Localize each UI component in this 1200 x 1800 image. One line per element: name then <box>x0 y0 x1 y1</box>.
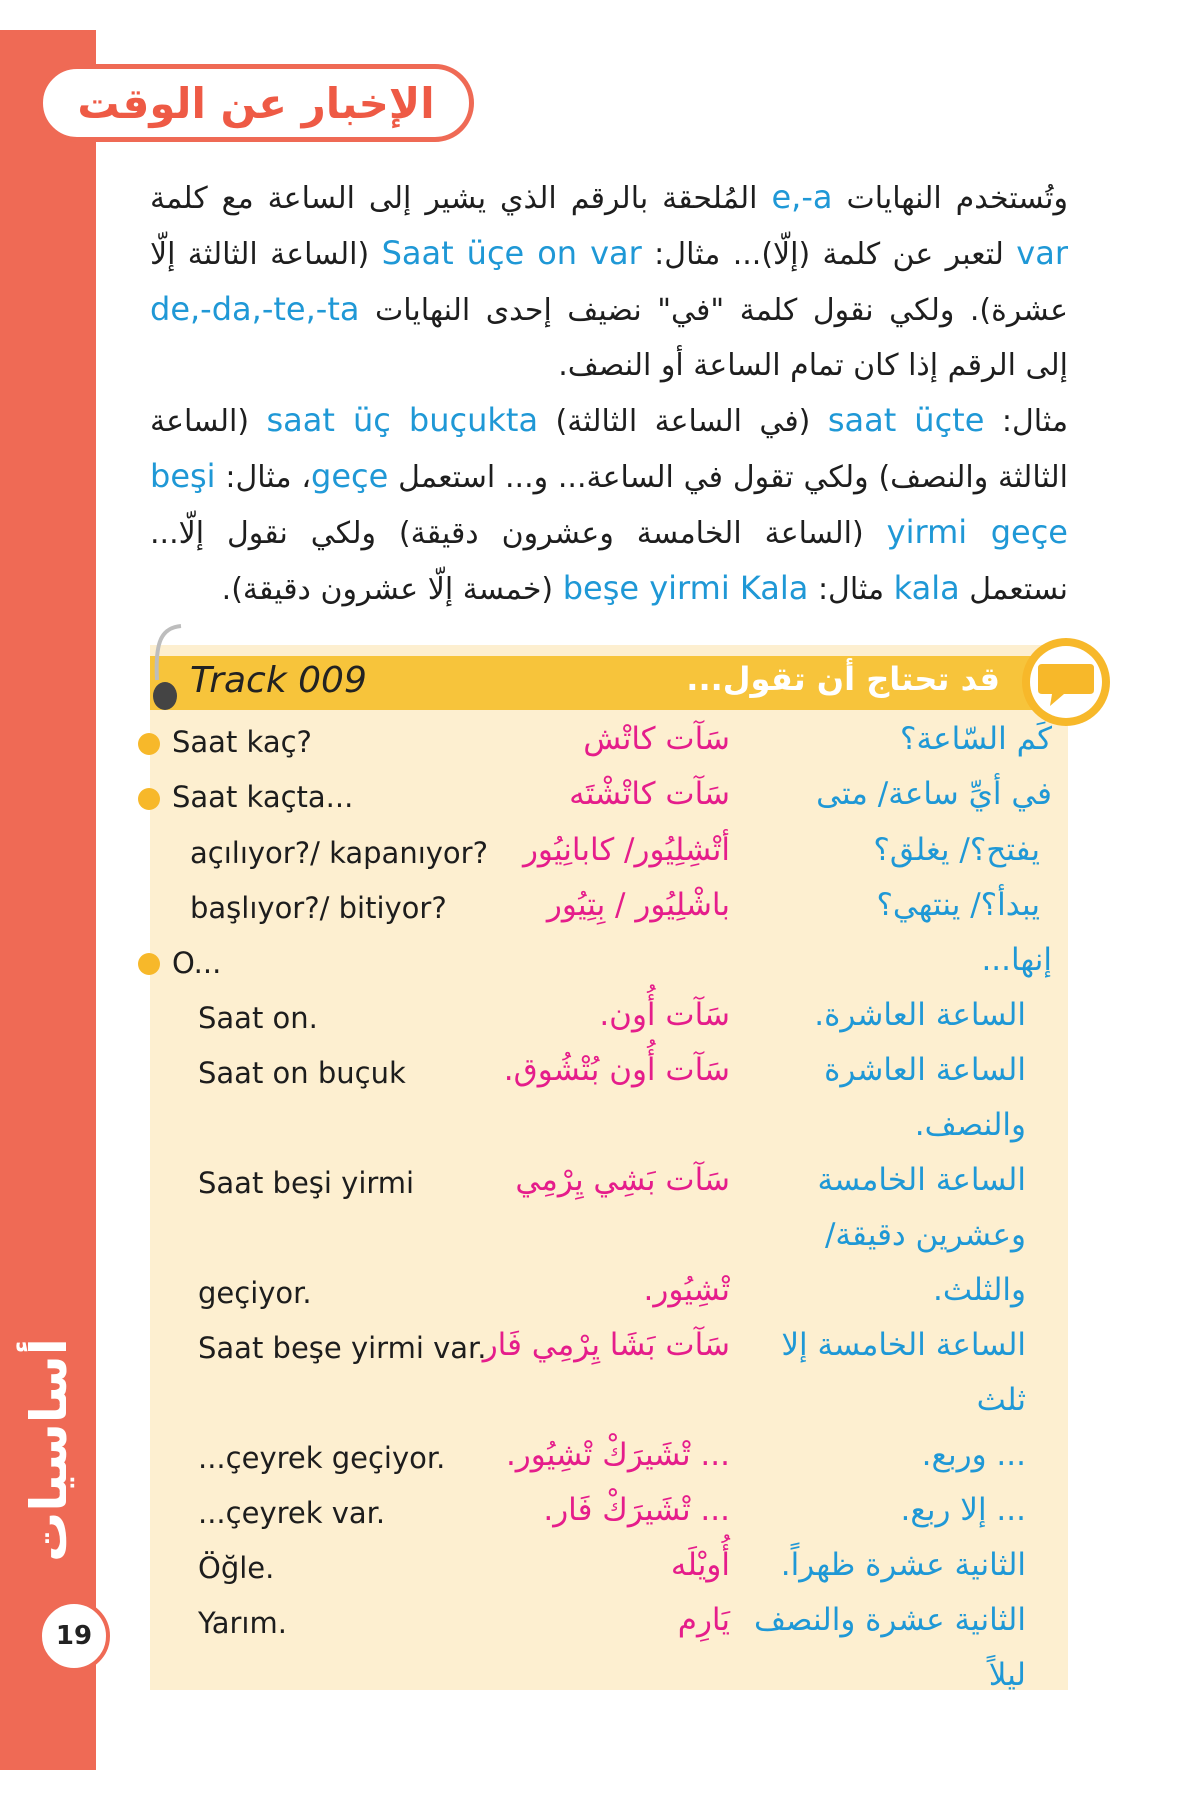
arabic-meaning: يفتح؟/ يغلق؟ <box>873 832 1040 868</box>
bullet-icon <box>138 788 160 810</box>
pronunciation: سَآت أُون. <box>599 997 730 1033</box>
turkish-phrase: başlıyor?/ bitiyor? <box>190 891 447 925</box>
pronunciation: سَآت كاتْشْتَه <box>569 776 730 812</box>
pronunciation: سَآت بَشَا يِرْمِي فَار <box>482 1327 730 1363</box>
arabic-meaning: الساعة العاشرة. <box>814 997 1026 1033</box>
turkish-phrase: Saat on buçuk <box>198 1056 406 1090</box>
phrases-heading: قد تحتاج أن تقول... <box>686 660 1000 698</box>
bullet-icon <box>138 953 160 975</box>
page-number: 19 <box>38 1600 110 1672</box>
speech-bubble-icon <box>1020 636 1112 728</box>
intro-paragraph-2: مثال: saat üçte (في الساعة الثالثة) saat üç buçukta (الساعة الثالثة والنصف) ولكي تقول في الساعة... و... استعمل geçe، مثال: beşi yirmi geçe (الساعة الخامسة وعشرون دقيقة) ولكي نقول إلّا... نستعمل kala مثال: beşe yirmi Kala (خمسة إلّا عشرون دقيقة). <box>150 401 1069 607</box>
turkish-phrase: Yarım. <box>198 1606 287 1640</box>
arabic-meaning: الثانية عشرة والنصف <box>753 1602 1026 1638</box>
turkish-phrase: ...çeyrek var. <box>198 1496 386 1530</box>
pronunciation: يَارِم <box>677 1602 730 1638</box>
pronunciation: سَآت أُون بُتْشُوق. <box>503 1052 730 1088</box>
arabic-meaning: الساعة العاشرة <box>824 1052 1026 1088</box>
pronunciation: سَآت بَشِي يِرْمِي <box>515 1162 730 1198</box>
pronunciation: أتْشِلِيُور/ كابانِيُور <box>522 832 730 868</box>
pronunciation: ... تْشَيرَكْ تْشِيُور. <box>505 1437 730 1473</box>
arabic-meaning: يبدأ؟/ ينتهي؟ <box>876 887 1040 923</box>
bullet-icon <box>138 733 160 755</box>
turkish-phrase: Saat kaç? <box>172 725 312 759</box>
arabic-meaning: في أيِّ ساعة/ متى <box>816 776 1052 812</box>
arabic-meaning-cont: ليلاً <box>988 1657 1026 1693</box>
arabic-meaning-cont: والنصف. <box>914 1107 1026 1143</box>
arabic-meaning: الثانية عشرة ظهراً. <box>780 1547 1026 1583</box>
headphones-icon <box>151 622 185 712</box>
arabic-meaning: والثلث. <box>933 1272 1026 1308</box>
arabic-meaning-cont: ثلث <box>976 1382 1026 1418</box>
turkish-phrase: ...çeyrek geçiyor. <box>198 1441 446 1475</box>
pronunciation: ... تْشَيرَكْ فَار. <box>543 1492 730 1528</box>
turkish-phrase: Öğle. <box>198 1551 275 1585</box>
title-box <box>38 64 474 142</box>
arabic-meaning: الساعة الخامسة <box>817 1162 1026 1198</box>
pronunciation: أُويْلَه <box>670 1547 730 1583</box>
turkish-phrase: geçiyor. <box>198 1276 312 1310</box>
section-label: أساسيات <box>20 1338 78 1562</box>
turkish-phrase: O... <box>172 946 222 980</box>
turkish-phrase: Saat kaçta... <box>172 780 354 814</box>
turkish-phrase: Saat on. <box>198 1001 318 1035</box>
arabic-meaning-cont: وعشرين دقيقة/ <box>824 1217 1026 1253</box>
arabic-meaning: كَم السّاعة؟ <box>900 721 1052 757</box>
arabic-meaning: الساعة الخامسة إلا <box>781 1327 1026 1363</box>
arabic-meaning: إنها... <box>981 942 1052 978</box>
pronunciation: باشْلِيُور / بِتِيُور <box>546 887 730 923</box>
pronunciation: تْشِيُور. <box>643 1272 730 1308</box>
arabic-meaning: ... وربع. <box>921 1437 1026 1473</box>
track-label[interactable]: Track 009 <box>190 660 367 701</box>
turkish-phrase: Saat beşe yirmi var. <box>198 1331 487 1365</box>
intro-paragraph-1: وتُستخدم النهايات e,-a المُلحقة بالرقم الذي يشير إلى الساعة مع كلمة var لتعبر عن كلمة (إلّا)... مثال: Saat üçe on var (الساعة الثالثة إلّا عشرة). ولكي نقول كلمة "في" نضيف إحدى النهايات de,-da,-te,-ta إلى الرقم إذا كان تمام الساعة أو النصف. <box>150 178 1068 383</box>
pronunciation: سَآت كاتْش <box>583 721 730 757</box>
intro-text <box>150 170 1068 617</box>
turkish-phrase: Saat beşi yirmi <box>198 1166 415 1200</box>
page-title: الإخبار عن الوقت <box>77 78 435 128</box>
turkish-phrase: açılıyor?/ kapanıyor? <box>190 836 488 870</box>
arabic-meaning: ... إلا ربع. <box>900 1492 1026 1528</box>
